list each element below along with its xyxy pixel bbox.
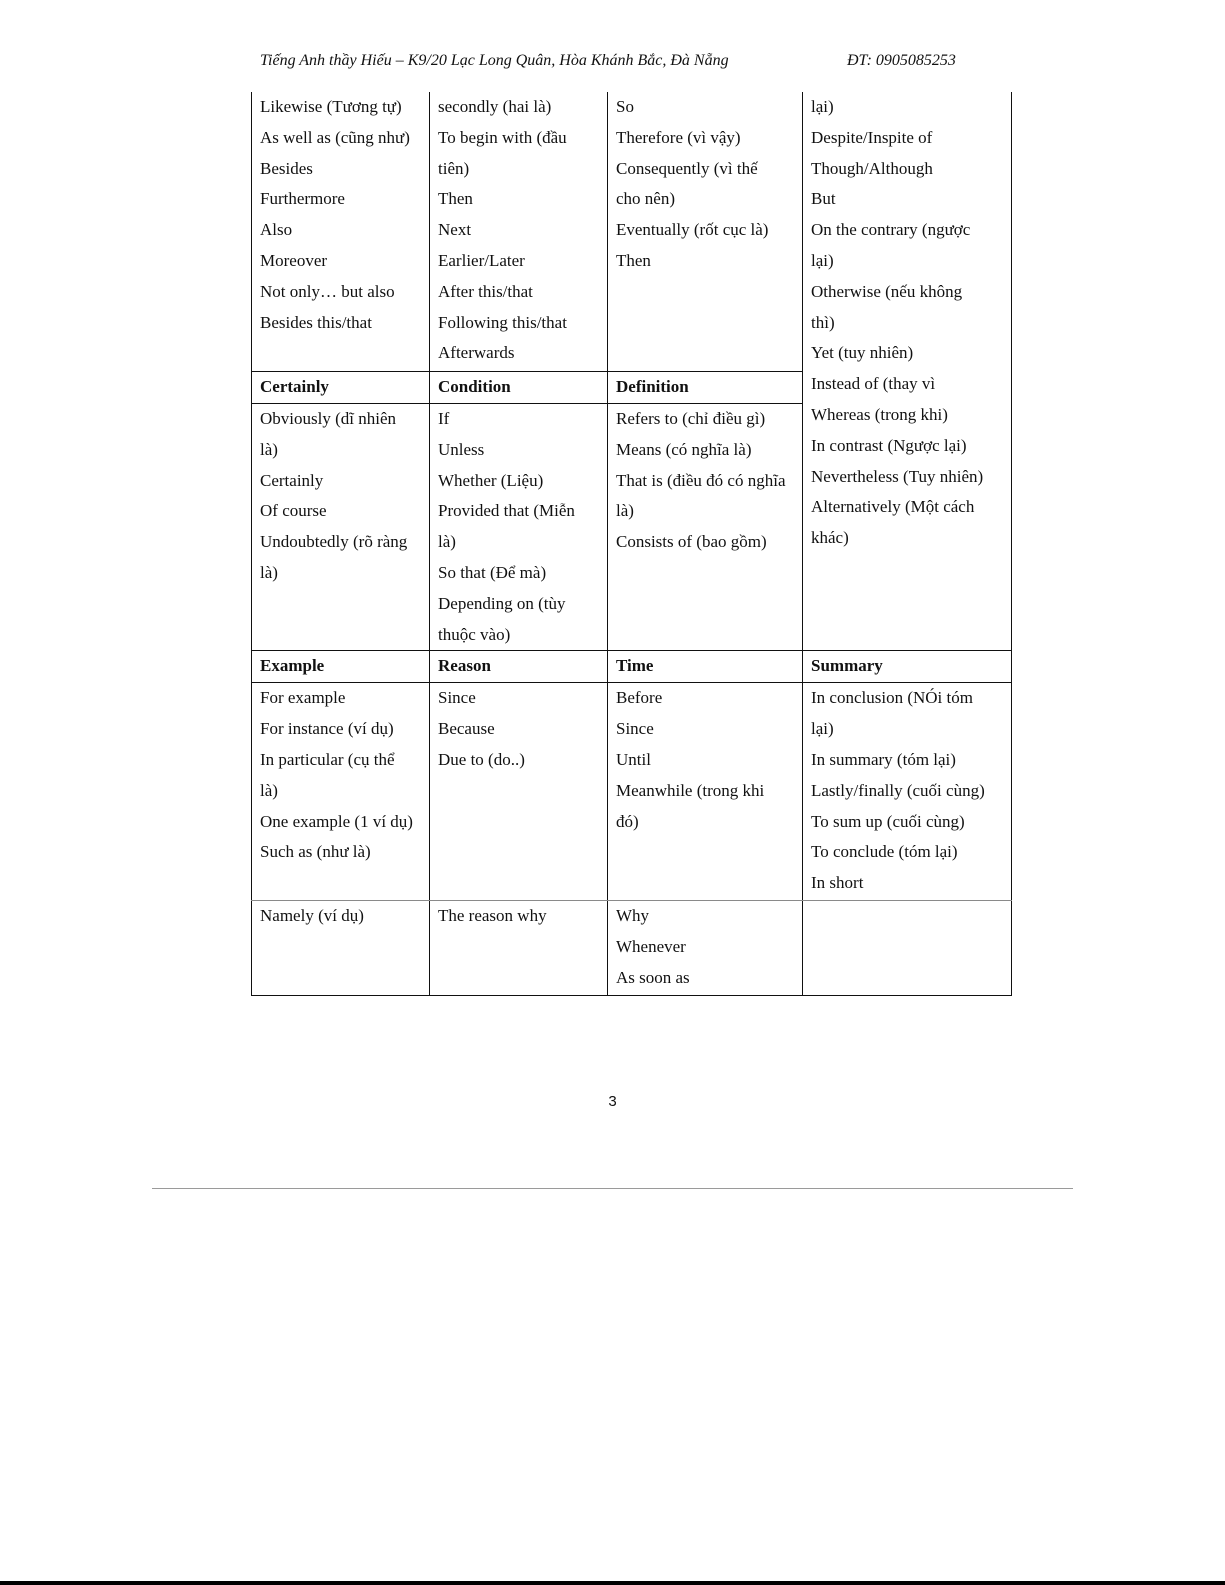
cell-extra-time (608, 901, 803, 996)
table-cell-line: Besides this/that (260, 312, 372, 332)
page-divider (152, 1188, 1073, 1189)
table-cell-line: Alternatively (Một cách (811, 497, 975, 517)
table-cell-line: On the contrary (ngược (811, 220, 971, 240)
table-cell-line: To begin with (đầu (438, 127, 567, 147)
table-cell-line: Moreover (260, 250, 328, 270)
header-time: Time (608, 651, 803, 683)
table-cell-line: For instance (ví dụ) (260, 719, 394, 739)
table-cell-line: Certainly (260, 470, 324, 490)
table-cell-line: thuộc vào) (438, 624, 511, 644)
table-cell-line: Such as (như là) (260, 842, 371, 862)
table-row-4 (252, 901, 1012, 996)
table-cell-line: So that (Để mà) (438, 562, 547, 582)
table-row-top (252, 92, 1012, 372)
table-cell-line: In short (811, 873, 864, 893)
cell-result-words (608, 92, 803, 372)
table-cell-line: Provided that (Miễn (438, 501, 575, 521)
table-cell-line: Before (616, 688, 663, 708)
table-cell-line: Instead of (thay vì (811, 374, 936, 394)
header-condition: Condition (430, 372, 608, 404)
table-cell-line: Whereas (trong khi) (811, 404, 948, 424)
table-row-3 (252, 683, 1012, 901)
table-cell-line: lại) (811, 250, 834, 270)
header-summary: Summary (803, 651, 1012, 683)
table-cell-line: But (811, 189, 836, 209)
table-cell-line: Lastly/finally (cuối cùng) (811, 780, 985, 800)
cell-summary-words (803, 683, 1012, 901)
table-cell-line: In summary (tóm lại) (811, 749, 956, 769)
cell-contrast-words (803, 92, 1012, 651)
table-cell-line: Obviously (dĩ nhiên (260, 409, 396, 428)
cell-extra-reason (430, 901, 608, 996)
table-cell-line: Earlier/Later (438, 250, 525, 270)
table-cell-line: Following this/that (438, 312, 567, 332)
table-cell-line: As well as (cũng như) (260, 127, 410, 147)
table-cell-line: Eventually (rốt cục là) (616, 220, 769, 240)
table-cell-line: As soon as (616, 967, 690, 987)
table-cell-line: After this/that (438, 281, 533, 301)
table-cell-line: là) (260, 439, 278, 459)
table-cell-line: khác) (811, 528, 849, 548)
table-cell-line: Also (260, 220, 293, 240)
cell-extra-example (252, 901, 430, 996)
table-cell-line: thì) (811, 312, 835, 332)
table-cell-line: Why (616, 906, 650, 926)
table-cell-line: là) (260, 562, 278, 582)
table-cell-line: Undoubtedly (rõ ràng (260, 532, 408, 552)
table-cell-line: Yet (tuy nhiên) (811, 343, 914, 363)
table-cell-line: That is (điều đó có nghĩa (616, 470, 786, 490)
cell-time-words (608, 683, 803, 901)
table-cell-line: Until (616, 749, 651, 769)
table-cell-line: Namely (ví dụ) (260, 906, 364, 926)
table-cell-line: Since (616, 719, 654, 739)
header-certainly: Certainly (252, 372, 430, 404)
table-cell-line: Consists of (bao gồm) (616, 532, 767, 552)
cell-addition-words (252, 92, 430, 372)
table-cell-line: là) (260, 780, 278, 800)
table-cell-line: So (616, 97, 634, 116)
table-cell-line: secondly (hai là) (438, 97, 552, 116)
table-cell-line: cho nên) (616, 189, 676, 209)
page-number: 3 (608, 1093, 617, 1110)
table-cell-line: Afterwards (438, 343, 515, 363)
table-cell-line: Because (438, 719, 495, 739)
table-cell-line: là) (438, 532, 456, 552)
table-cell-line: Due to (do..) (438, 749, 525, 769)
table-cell-line: đó) (616, 811, 639, 831)
cell-example-words (252, 683, 430, 901)
table-cell-line: Refers to (chỉ điều gì) (616, 409, 766, 428)
table-cell-line: Furthermore (260, 189, 345, 209)
table-cell-line: Despite/Inspite of (811, 127, 933, 147)
table-header-row-2 (252, 651, 1012, 683)
header-example: Example (252, 651, 430, 683)
table-cell-line: lại) (811, 719, 834, 739)
table-cell-line: One example (1 ví dụ) (260, 811, 413, 831)
table-cell-line: Meanwhile (trong khi (616, 780, 765, 800)
table-cell-line: là) (616, 501, 634, 521)
table-cell-line: In particular (cụ thể (260, 749, 395, 769)
header-reason: Reason (430, 651, 608, 683)
page-header-phone: ĐT: 0905085253 (847, 52, 956, 69)
table-cell-line: To conclude (tóm lại) (811, 842, 958, 862)
table-cell-line: Then (616, 250, 651, 270)
table-cell-line: Besides (260, 158, 313, 178)
table-cell-line: Whenever (616, 937, 686, 957)
cell-certainly-words (252, 404, 430, 651)
table-cell-line: Otherwise (nếu không (811, 281, 963, 301)
table-cell-line: lại) (811, 97, 834, 116)
cell-definition-words (608, 404, 803, 651)
table-cell-line: In contrast (Ngược lại) (811, 435, 967, 455)
table-cell-line: Not only… but also (260, 281, 395, 301)
table-cell-line: tiên) (438, 158, 470, 178)
table-cell-line: Therefore (vì vậy) (616, 127, 741, 147)
table-cell-line: If (438, 409, 450, 428)
bottom-edge-bar (0, 1581, 1225, 1585)
table-cell-line: Likewise (Tương tự) (260, 97, 402, 116)
header-definition: Definition (608, 372, 803, 404)
cell-sequence-words (430, 92, 608, 372)
table-cell-line: Nevertheless (Tuy nhiên) (811, 466, 984, 486)
page-header-address: Tiếng Anh thầy Hiếu – K9/20 Lạc Long Quân, Hòa Khánh Bắc, Đà Nẵng (260, 52, 729, 69)
table-cell-line: For example (260, 688, 346, 708)
table-cell-line: Depending on (tùy (438, 593, 566, 613)
cell-extra-summary (803, 901, 1012, 996)
table-cell-line: The reason why (438, 906, 547, 926)
table-cell-line: Means (có nghĩa là) (616, 439, 752, 459)
table-cell-line: Consequently (vì thế (616, 158, 758, 178)
table-cell-line: Then (438, 189, 473, 209)
table-cell-line: Next (438, 220, 472, 240)
table-cell-line: In conclusion (NÓi tóm (811, 688, 973, 708)
table-cell-line: Whether (Liệu) (438, 470, 544, 490)
table-cell-line: Though/Although (811, 158, 933, 178)
cell-condition-words (430, 404, 608, 651)
table-cell-line: Unless (438, 439, 485, 459)
connectors-table (251, 92, 1012, 996)
cell-reason-words (430, 683, 608, 901)
table-cell-line: Of course (260, 501, 327, 521)
table-cell-line: To sum up (cuối cùng) (811, 811, 965, 831)
table-cell-line: Since (438, 688, 476, 708)
